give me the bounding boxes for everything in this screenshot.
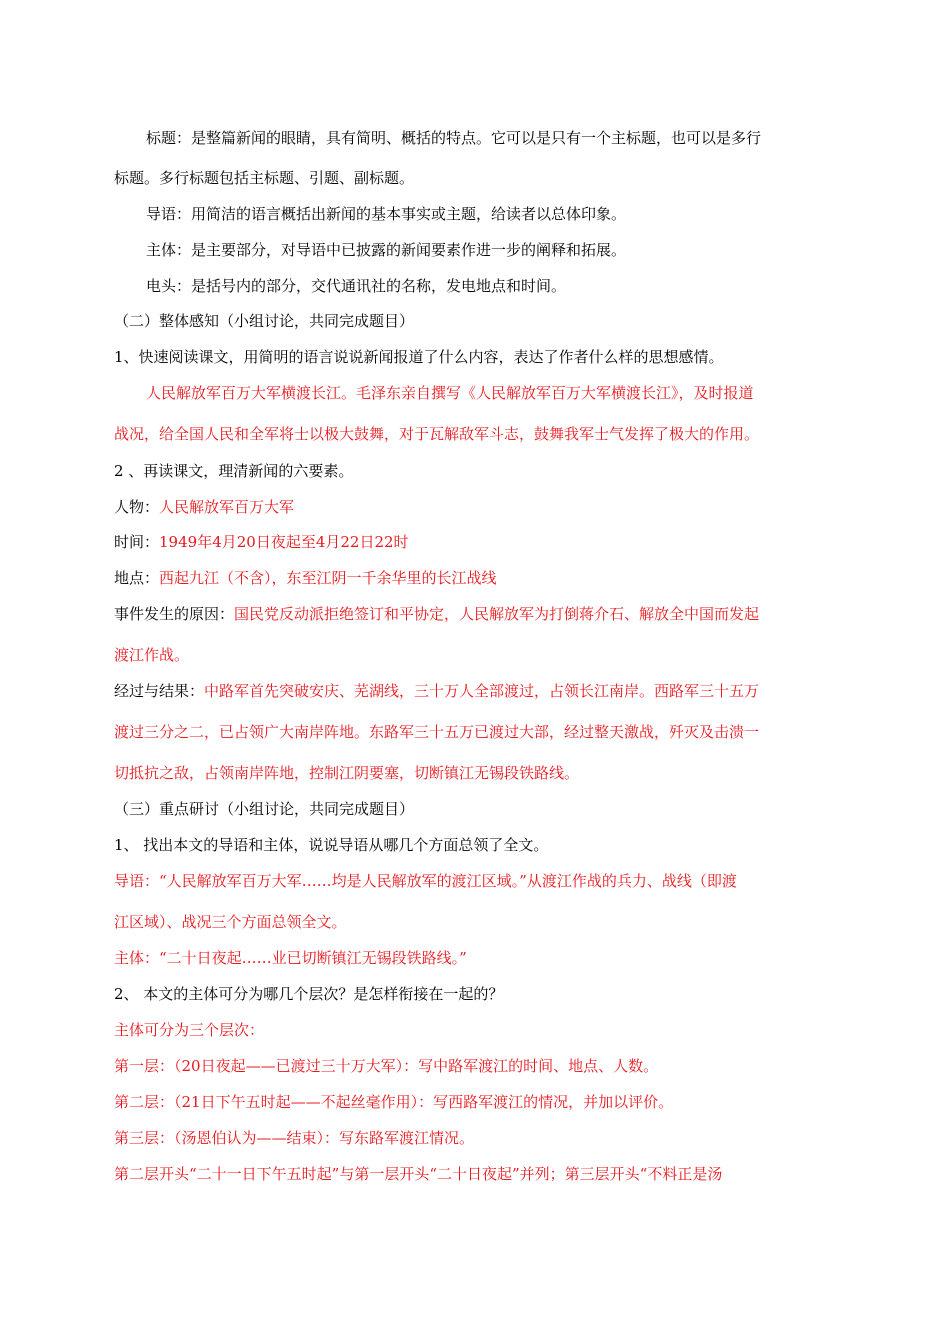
- element-how-value-1: 中路军首先突破安庆、芜湖线，三十万人全部渡过，占领长江南岸。西路军三十五万: [204, 682, 760, 700]
- element-how-line-3: 切抵抗之敌，占领南岸阵地，控制江阴要塞，切断镇江无锡段铁路线。: [114, 764, 580, 782]
- answer-4-layer-3: 第三层：（汤恩伯认为——结束）：写东路军渡江情况。: [114, 1129, 475, 1147]
- element-who: [114, 497, 844, 517]
- element-who-label: 人物：: [114, 498, 160, 516]
- paragraph-body-def: 主体：是主要部分，对导语中已披露的新闻要素作进一步的阐释和拓展。: [146, 241, 627, 259]
- answer-4-intro: 主体可分为三个层次：: [114, 1021, 265, 1039]
- answer-4-transition: 第二层开头“二十一日下午五时起”与第一层开头“二十日夜起”并列；第三层开头“不料正是汤: [114, 1165, 723, 1183]
- element-where-value: 西起九江（不含），东至江阴一千余华里的长江战线: [159, 569, 497, 587]
- paragraph-title-def-line-1: 标题：是整篇新闻的眼睛，具有简明、概括的特点。它可以是只有一个主标题，也可以是多行: [146, 129, 762, 147]
- answer-1-line-2: 战况，给全国人民和全军将士以极大鼓舞，对于瓦解敌军斗志，鼓舞我军士气发挥了极大的作用。: [114, 425, 760, 443]
- element-how-line-2: 渡过三分之二，已占领广大南岸阵地。东路军三十五万已渡过大部，经过整天激战，歼灭及击溃一: [114, 723, 760, 741]
- paragraph-lead-def: 导语：用简洁的语言概括出新闻的基本事实或主题，给读者以总体印象。: [146, 205, 627, 223]
- question-1: 1、快速阅读课文，用简明的语言说说新闻报道了什么内容，表达了作者什么样的思想感情。: [114, 348, 724, 366]
- element-how-label: 经过与结果：: [114, 682, 205, 700]
- answer-4-layer-2: 第二层：（21日下午五时起——不起丝毫作用）：写西路军渡江的情况，并加以评价。: [114, 1093, 674, 1111]
- element-when-label: 时间：: [114, 533, 160, 551]
- answer-3-line-2: 江区域）、战况三个方面总领全文。: [114, 913, 347, 931]
- element-where: [114, 568, 844, 588]
- element-when-value: 1949年4月20日夜起至4月22日22时: [159, 533, 409, 551]
- answer-4-layer-1: 第一层：（20日夜起——已渡过三十万大军）：写中路军渡江的时间、地点、人数。: [114, 1057, 659, 1075]
- paragraph-dateline-def: 电头：是括号内的部分，交代通讯社的名称，发电地点和时间。: [146, 277, 567, 295]
- element-how-line-1: [114, 681, 844, 701]
- answer-1-line-1: 人民解放军百万大军横渡长江。毛泽东亲自撰写《人民解放军百万大军横渡长江》，及时报道: [146, 384, 754, 402]
- element-why-label: 事件发生的原因：: [114, 605, 235, 623]
- question-2: 2 、再读课文，理清新闻的六要素。: [114, 462, 354, 480]
- question-4: 2、 本文的主体可分为哪几个层次？是怎样衔接在一起的？: [114, 985, 504, 1003]
- answer-3-line-1: 导语：“人民解放军百万大军……均是人民解放军的渡江区域。”从渡江作战的兵力、战线（即渡: [114, 872, 737, 890]
- question-3: 1、 找出本文的导语和主体，说说导语从哪几个方面总领了全文。: [114, 836, 549, 854]
- element-why-value-1: 国民党反动派拒绝签订和平协定，人民解放军为打倒蒋介石、解放全中国而发起: [234, 605, 760, 623]
- element-why-line-2: 渡江作战。: [114, 646, 190, 664]
- element-when: [114, 532, 844, 552]
- paragraph-title-def-line-2: 标题。多行标题包括主标题、引题、副标题。: [114, 169, 415, 187]
- answer-3-line-3: 主体：“二十日夜起……业已切断镇江无锡段铁路线。”: [114, 949, 467, 967]
- element-where-label: 地点：: [114, 569, 160, 587]
- element-who-value: 人民解放军百万大军: [159, 498, 295, 516]
- section-heading-overall: （二）整体感知（小组讨论，共同完成题目）: [114, 312, 415, 330]
- section-heading-key-study: （三）重点研讨（小组讨论，共同完成题目）: [114, 800, 415, 818]
- element-why-line-1: [114, 604, 844, 624]
